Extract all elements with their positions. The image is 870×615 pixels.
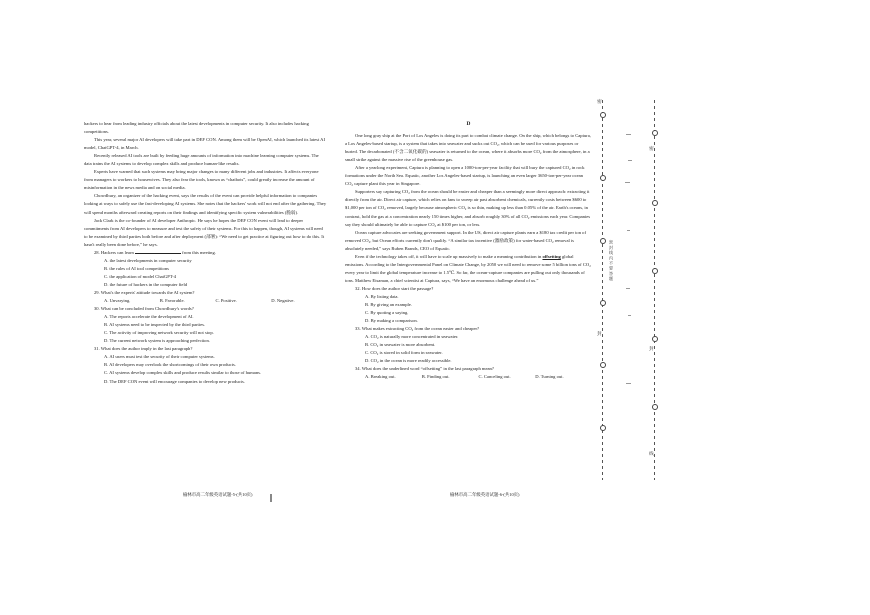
paragraph: Ocean capture advocates are seeking government support. In the US, direct air capture plants earn a $180 tax credit per ton of removed CO₂, but Ocean efforts currently don't qualify. “A similar tax incentive (激励政策) for water-based CO₂ removal is absolutely needed,” says Ruben Brands, CEO of Equatic. bbox=[345, 229, 586, 251]
scan-speck bbox=[626, 134, 631, 135]
option: B. the rules of AI tool competitions bbox=[104, 265, 169, 271]
scan-speck bbox=[628, 160, 632, 161]
binding-label: 封 bbox=[649, 347, 654, 352]
scan-speck bbox=[625, 182, 630, 183]
question-31: 31. What does the author imply in the last paragraph? bbox=[94, 346, 193, 352]
answer-blank bbox=[135, 249, 181, 254]
binding-hole bbox=[600, 300, 606, 306]
option: C. CO₂ is stored in solid form in seawater. bbox=[365, 350, 443, 356]
question-32: 32. How does the author start the passage? bbox=[355, 285, 434, 291]
binding-label: 密 bbox=[597, 100, 602, 105]
option: C. By quoting a saying. bbox=[365, 310, 409, 316]
binding-hole bbox=[600, 362, 606, 368]
option: A. The reports accelerate the development of AI. bbox=[104, 314, 194, 320]
option: D. CO₂ in the ocean is more readily accessible. bbox=[365, 358, 452, 364]
option: A. Unvarying. bbox=[104, 298, 131, 304]
option: C. Canceling out. bbox=[478, 374, 511, 380]
binding-line-outer bbox=[602, 100, 603, 480]
binding-label: 线 bbox=[649, 452, 654, 457]
question-34: 34. What does the underlined word “offsetting” in the last paragraph mean? bbox=[355, 366, 494, 372]
page-footer: 榆林市高二年级英语试题-6-(共10页) bbox=[450, 492, 520, 497]
question-28 bbox=[84, 249, 327, 257]
binding-hole bbox=[600, 425, 606, 431]
option: D. The current network system is approaching perfection. bbox=[104, 338, 210, 344]
binding-hole bbox=[600, 175, 606, 181]
binding-hole bbox=[652, 404, 658, 410]
scan-speck bbox=[627, 230, 630, 231]
binding-label: 封 bbox=[597, 332, 602, 337]
binding-label: 密 bbox=[649, 147, 654, 152]
option: A. CO₂ is naturally more concentrated in seawater. bbox=[365, 334, 459, 340]
option: C. AI systems develop complex skills and produce results similar to those of humans. bbox=[104, 370, 262, 376]
option: B. Favorable. bbox=[159, 298, 185, 304]
binding-hole bbox=[600, 112, 606, 118]
question-stem-end: from this meeting. bbox=[182, 249, 216, 255]
scan-speck bbox=[626, 383, 631, 384]
option: D. Turning out. bbox=[535, 374, 564, 380]
option: A. the latest developments in computer security bbox=[104, 257, 192, 263]
paragraph: This year, several major AI developers will take part in DEF CON. Among them will be OpenAI, which launched its latest AI model, ChatGPT-4, in March. bbox=[84, 137, 325, 151]
paragraph: Experts have warned that such systems may bring major changes to many different jobs and industries. It affects everyone from managers to workers to housewives. They also fear the tools, known as “chatbots”, could greatly increase the amount of misinformation in the news media and on social media. bbox=[84, 169, 319, 191]
question-30: 30. What can be concluded from Chowdhury's words? bbox=[94, 306, 194, 312]
scan-speck bbox=[628, 315, 631, 316]
binding-hole bbox=[600, 238, 606, 244]
option: B. Finding out. bbox=[421, 374, 450, 380]
option: A. By listing data. bbox=[365, 293, 399, 299]
underlined-word: offsetting bbox=[542, 253, 561, 259]
option: C. the application of model ChatGPT-4 bbox=[104, 273, 177, 279]
option: A. Breaking out. bbox=[365, 374, 396, 380]
right-column bbox=[345, 120, 592, 382]
option: B. AI developers may overlook the shortcomings of their own products. bbox=[104, 362, 236, 368]
left-column bbox=[84, 120, 327, 386]
option: B. AI systems need to be inspected by the third parties. bbox=[104, 322, 206, 328]
page-footer: 榆林市高二年级英语试题-5-(共10页) bbox=[183, 492, 253, 497]
option: D. By making a comparison. bbox=[365, 318, 418, 324]
question-29: 29. What's the experts' attitude towards the AI system? bbox=[94, 289, 195, 295]
binding-warning-text: 密封线内不要答题 bbox=[609, 240, 614, 282]
option: A. AI users must test the security of their computer systems. bbox=[104, 354, 215, 360]
paragraph: Recently released AI tools are built by feeding huge amounts of information into machine learning computer systems. The data trains the AI systems to develop complex skills and produce human-like results. bbox=[84, 153, 319, 167]
options-row bbox=[345, 373, 592, 381]
options-grid bbox=[345, 293, 592, 325]
scan-speck bbox=[626, 288, 630, 289]
binding-hole bbox=[652, 130, 658, 136]
option: B. By giving an example. bbox=[365, 302, 412, 308]
text: Even if the technology takes off, it will have to scale up massively to make a meaning contribution in bbox=[355, 253, 542, 259]
option: C. The activity of improving network security will not stop. bbox=[104, 330, 214, 336]
binding-hole bbox=[652, 336, 658, 342]
paragraph-last bbox=[345, 253, 592, 285]
option: B. CO₂ in seawater is more absorbent. bbox=[365, 342, 436, 348]
scan-mark bbox=[270, 494, 272, 502]
paragraph: After a yearlong experiment, Captura is planning to open a 1000-ton-per-year facility that will bury the captured CO₂ in rock formations under the North Sea. Equatic, another Los Angeles-based startup, is launching an even larger 3650-ton-per-year ocean CO₂ capture plant this year in Singapore. bbox=[345, 165, 585, 187]
paragraph: One long gray ship at the Port of Los Angeles is doing its part to combat climate change. On the ship, which belongs to Captura, a Los Angeles-based startup, is a system that takes into seawater and sucks out CO₂, which can be used for various purposes or buried. The decarbonated (不含二氧化碳的) seawater is returned to the ocean, where it absorbs more CO₂ from the atmosphere, in a small strike against the massive rise of the greenhouse gas. bbox=[345, 133, 591, 163]
paragraph: hackers to hear from leading industry officials about the latest developments in computer security. It also includes hacking competitions. bbox=[84, 121, 309, 135]
option: D. The DEF CON event will encourage companies to develop new products. bbox=[104, 378, 245, 384]
options-row bbox=[84, 297, 327, 305]
option: D. Negative. bbox=[271, 298, 295, 304]
paragraph: Jack Clark is the co-founder of AI developer Anthropic. He says he hopes the DEF CON event will lead to deeper commitments from AI developers to measure and test the safety of their systems. For this to happen, though, AI systems will need to be examined by third parties both before and after deployment (部署): “We need to get practice at figuring out how to do this. It hasn't really been done before,” he says. bbox=[84, 217, 325, 247]
passage-heading: D bbox=[466, 121, 471, 127]
option: C. Positive. bbox=[215, 298, 237, 304]
paragraph: Chowdhury, an organizer of the hacking event, says the results of the event can provide helpful information to companies looking at ways to safely use the fast-developing AI systems. She notes that the hackers' work will not end after the gathering. They will spend months afterward creating reports on their findings and identifying specific system vulnerabilities (脆弱). bbox=[84, 193, 327, 215]
question-stem: 28. Hackers can learn bbox=[94, 249, 134, 255]
text: global emissions. According to the Intergovernmental Panel on Climate Change, by 2050 we will need to remove some 5 billion tons of CO₂ every year to limit the global temperature increase to 1.5℃. So far, the ocean-capture companies are pulling out only thousands of tons. Matthew Eisaman, a chief scientist at Captura, says, “We have an enormous challenge ahead of us.” bbox=[345, 253, 591, 283]
paragraph: Supporters say capturing CO₂ from the ocean should be easier and cheaper than a seemingly more direct approach: extracting it directly from the air. Direct air capture, which relies on fans to sweep air past absorbent chemicals, currently costs between $600 to $1,000 per ton of CO₂ removed, largely because atmospheric CO₂ is so thin, making up less than 0.05% of the air. Earth's oceans, in contrast, hold the gas at a concentration nearly 150 times higher, and absorb roughly 30% of all CO₂ emissions each year. Companies say they should ultimately be able to capture CO₂ at $100 per ton, or less. bbox=[345, 189, 591, 227]
option: D. the future of hackers in the computer field bbox=[104, 281, 188, 287]
question-33: 33. What makes extracting CO₂ from the ocean easier and cheaper? bbox=[355, 326, 480, 332]
binding-hole bbox=[652, 268, 658, 274]
binding-hole bbox=[652, 200, 658, 206]
binding-line-inner bbox=[654, 100, 655, 480]
